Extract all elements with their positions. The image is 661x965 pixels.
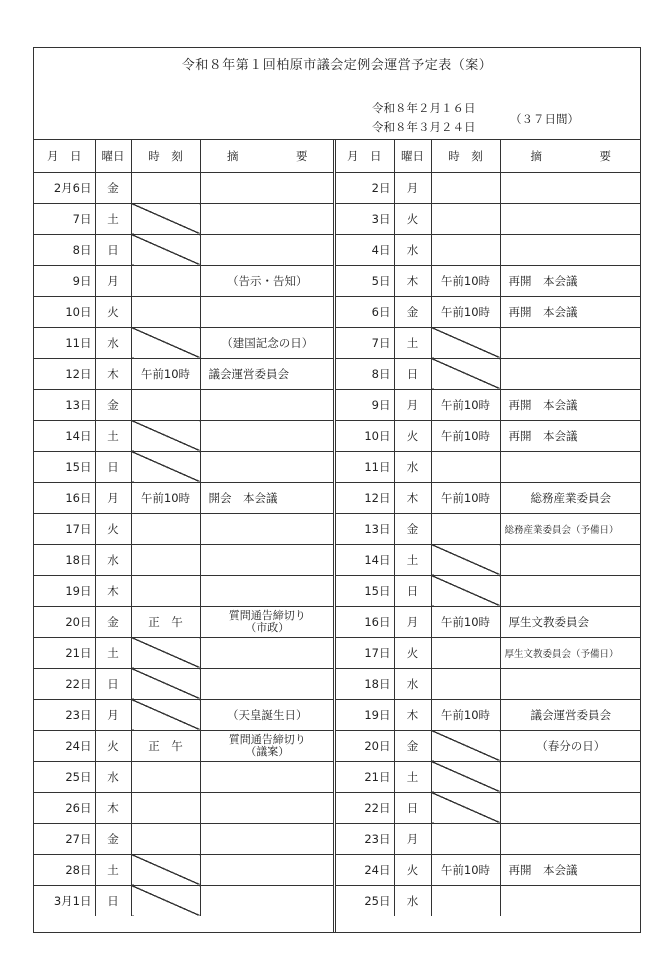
cell-date: 15日 [335,575,394,606]
cell-time [131,792,200,823]
cell-date: 16日 [34,482,95,513]
cell-dow: 金 [95,172,131,203]
cell-time [131,296,200,327]
table-row [335,451,641,482]
cell-date: 20日 [335,730,394,761]
cell-dow: 金 [394,513,431,544]
cell-note: 開会 本会議 [200,482,334,513]
cell-time [131,420,200,451]
cell-dow: 木 [95,575,131,606]
cell-dow: 日 [394,575,431,606]
cell-time [131,265,200,296]
table-row [34,730,334,761]
table-row [335,792,641,823]
schedule-table-left [34,140,334,916]
cell-note [200,730,334,761]
session-dates [372,99,476,137]
cell-time [131,761,200,792]
table-row [34,234,334,265]
header-date: 月 日 [335,140,394,172]
cell-dow: 月 [394,823,431,854]
cell-note [500,234,641,265]
cell-dow: 土 [95,637,131,668]
table-header-row [335,140,641,172]
cell-time [431,885,500,916]
cell-note: （建国記念の日） [200,327,334,358]
cell-time: 午前10時 [131,358,200,389]
table-header-row [34,140,334,172]
cell-date: 2日 [335,172,394,203]
cell-note [200,203,334,234]
table-row [34,885,334,916]
header-dow: 曜日 [95,140,131,172]
cell-time: 正 午 [131,606,200,637]
cell-dow: 火 [394,203,431,234]
cell-dow: 木 [394,699,431,730]
cell-dow: 金 [95,389,131,420]
cell-time [431,327,500,358]
table-row [34,544,334,575]
cell-time: 午前10時 [431,296,500,327]
cell-dow: 火 [394,420,431,451]
cell-time [131,823,200,854]
table-row [34,823,334,854]
cell-dow: 月 [394,172,431,203]
cell-dow: 金 [394,296,431,327]
cell-note [500,451,641,482]
cell-date: 11日 [34,327,95,358]
cell-date: 3日 [335,203,394,234]
cell-note [200,668,334,699]
cell-dow: 日 [394,792,431,823]
cell-time: 午前10時 [431,606,500,637]
cell-note [500,668,641,699]
cell-date: 2月6日 [34,172,95,203]
cell-dow: 日 [95,885,131,916]
table-row [335,482,641,513]
cell-dow: 日 [95,234,131,265]
table-row [34,451,334,482]
cell-dow: 土 [95,854,131,885]
cell-dow: 火 [394,854,431,885]
table-row [335,296,641,327]
cell-dow: 水 [394,885,431,916]
cell-note [500,761,641,792]
cell-note: 厚生文教委員会 [500,606,641,637]
cell-note [200,854,334,885]
cell-note-line: 質問通告締切り [228,732,306,746]
cell-dow: 月 [95,265,131,296]
cell-note [200,575,334,606]
cell-time [431,823,500,854]
cell-time [431,234,500,265]
cell-dow: 水 [95,761,131,792]
cell-dow: 水 [394,668,431,699]
cell-date: 7日 [34,203,95,234]
table-row [335,327,641,358]
cell-time [431,358,500,389]
cell-dow: 月 [394,389,431,420]
cell-time [431,575,500,606]
table-row [34,358,334,389]
header-time: 時 刻 [431,140,500,172]
cell-time: 午前10時 [431,389,500,420]
table-row [34,854,334,885]
cell-time: 午前10時 [431,699,500,730]
cell-date: 14日 [335,544,394,575]
table-row [335,699,641,730]
cell-date: 27日 [34,823,95,854]
cell-date: 4日 [335,234,394,265]
cell-note [500,544,641,575]
cell-time [131,513,200,544]
cell-time [131,203,200,234]
cell-date: 9日 [34,265,95,296]
cell-time [131,389,200,420]
cell-note: 再開 本会議 [500,265,641,296]
table-row [335,854,641,885]
header-date: 月 日 [34,140,95,172]
cell-time [431,203,500,234]
cell-dow: 火 [95,730,131,761]
cell-time [431,544,500,575]
cell-time: 午前10時 [431,854,500,885]
cell-note [500,792,641,823]
cell-note: 議会運営委員会 [500,699,641,730]
table-row [34,420,334,451]
cell-date: 14日 [34,420,95,451]
cell-dow: 水 [95,327,131,358]
cell-time: 正 午 [131,730,200,761]
cell-time [131,172,200,203]
cell-date: 6日 [335,296,394,327]
cell-date: 21日 [34,637,95,668]
cell-note: 再開 本会議 [500,420,641,451]
cell-dow: 木 [394,482,431,513]
cell-date: 18日 [34,544,95,575]
cell-dow: 月 [394,606,431,637]
cell-date: 26日 [34,792,95,823]
cell-date: 24日 [34,730,95,761]
table-row [34,482,334,513]
cell-date: 24日 [335,854,394,885]
cell-time [131,327,200,358]
cell-time [131,234,200,265]
table-row [335,172,641,203]
cell-date: 23日 [34,699,95,730]
cell-note [200,761,334,792]
table-row [34,575,334,606]
cell-date: 25日 [34,761,95,792]
cell-note [200,451,334,482]
header-note: 摘 要 [500,140,641,172]
header-note: 摘 要 [200,140,334,172]
cell-note: 再開 本会議 [500,854,641,885]
document-title: 令和８年第１回柏原市議会定例会運営予定表（案） [181,58,493,73]
cell-time [431,730,500,761]
table-row [335,234,641,265]
cell-date: 8日 [335,358,394,389]
cell-date: 21日 [335,761,394,792]
schedule-table-right [335,140,641,916]
cell-note [500,203,641,234]
cell-dow: 月 [95,482,131,513]
cell-date: 20日 [34,606,95,637]
cell-note [500,358,641,389]
cell-date: 16日 [335,606,394,637]
table-row [34,203,334,234]
cell-date: 22日 [335,792,394,823]
table-row [335,575,641,606]
cell-note [500,327,641,358]
table-row [34,761,334,792]
cell-date: 13日 [34,389,95,420]
cell-date: 17日 [34,513,95,544]
cell-time [431,792,500,823]
table-row [335,203,641,234]
table-row [34,296,334,327]
cell-date: 3月1日 [34,885,95,916]
table-row [34,792,334,823]
cell-note: （天皇誕生日） [200,699,334,730]
cell-note [200,172,334,203]
cell-date: 12日 [335,482,394,513]
table-row [34,389,334,420]
cell-dow: 火 [394,637,431,668]
cell-dow: 金 [95,606,131,637]
header-dow: 曜日 [394,140,431,172]
table-row [34,513,334,544]
table-row [34,606,334,637]
cell-note [200,513,334,544]
cell-dow: 木 [95,792,131,823]
table-row [335,265,641,296]
table-row [34,172,334,203]
cell-dow: 火 [95,513,131,544]
schedule-sheet [33,47,641,933]
table-row [335,823,641,854]
cell-note: 総務産業委員会 [500,482,641,513]
cell-dow: 金 [394,730,431,761]
cell-time [131,451,200,482]
cell-dow: 水 [394,234,431,265]
cell-note: （春分の日） [500,730,641,761]
cell-note-line: （議案） [245,744,290,758]
cell-date: 10日 [335,420,394,451]
table-row [335,730,641,761]
cell-time [431,172,500,203]
cell-dow: 土 [394,327,431,358]
cell-note [500,172,641,203]
cell-date: 12日 [34,358,95,389]
cell-note [200,885,334,916]
cell-time: 午前10時 [431,420,500,451]
cell-date: 25日 [335,885,394,916]
cell-time [131,885,200,916]
cell-dow: 月 [95,699,131,730]
cell-date: 9日 [335,389,394,420]
cell-time [131,544,200,575]
table-row [335,358,641,389]
cell-dow: 水 [95,544,131,575]
cell-note: （告示・告知） [200,265,334,296]
cell-dow: 日 [394,358,431,389]
cell-dow: 水 [394,451,431,482]
table-row [335,668,641,699]
header-time: 時 刻 [131,140,200,172]
cell-dow: 日 [95,451,131,482]
cell-dow: 火 [95,296,131,327]
cell-time [431,668,500,699]
cell-date: 19日 [34,575,95,606]
cell-note [200,637,334,668]
cell-date: 5日 [335,265,394,296]
table-row [34,327,334,358]
cell-date: 11日 [335,451,394,482]
cell-date: 28日 [34,854,95,885]
cell-note [200,234,334,265]
cell-date: 23日 [335,823,394,854]
cell-date: 17日 [335,637,394,668]
cell-note: 議会運営委員会 [200,358,334,389]
cell-time: 午前10時 [431,482,500,513]
cell-note-line: （市政） [245,620,290,634]
session-start-date: 令和８年２月１６日 [372,101,476,115]
cell-time [431,761,500,792]
cell-note: 再開 本会議 [500,296,641,327]
cell-note [500,885,641,916]
cell-date: 7日 [335,327,394,358]
cell-date: 18日 [335,668,394,699]
cell-time [131,637,200,668]
cell-note: 厚生文教委員会（予備日） [500,637,641,668]
cell-note [200,823,334,854]
cell-note [200,606,334,637]
table-row [335,389,641,420]
cell-time [431,451,500,482]
cell-time [431,637,500,668]
cell-time [131,668,200,699]
cell-date: 22日 [34,668,95,699]
cell-dow: 土 [95,203,131,234]
cell-note: 再開 本会議 [500,389,641,420]
table-row [335,513,641,544]
cell-time: 午前10時 [431,265,500,296]
cell-time [131,575,200,606]
cell-note [200,544,334,575]
cell-note-line: 質問通告締切り [228,608,306,622]
cell-time [131,854,200,885]
session-end-date: 令和８年３月２４日 [372,120,476,134]
table-row [34,265,334,296]
cell-time: 午前10時 [131,482,200,513]
cell-note [500,823,641,854]
cell-dow: 木 [394,265,431,296]
cell-note: 総務産業委員会（予備日） [500,513,641,544]
cell-date: 15日 [34,451,95,482]
table-row [335,420,641,451]
cell-date: 10日 [34,296,95,327]
cell-dow: 土 [394,761,431,792]
cell-date: 8日 [34,234,95,265]
session-length: （３７日間） [510,112,579,126]
cell-dow: 木 [95,358,131,389]
cell-time [431,513,500,544]
cell-note [200,389,334,420]
cell-note [200,296,334,327]
cell-note [200,420,334,451]
cell-note [200,792,334,823]
table-row [335,544,641,575]
cell-time [131,699,200,730]
table-row [335,606,641,637]
table-row [335,761,641,792]
cell-dow: 日 [95,668,131,699]
cell-dow: 金 [95,823,131,854]
table-row [34,668,334,699]
cell-dow: 土 [394,544,431,575]
table-row [34,699,334,730]
table-row [335,885,641,916]
table-row [34,637,334,668]
table-row [335,637,641,668]
cell-date: 13日 [335,513,394,544]
cell-note [500,575,641,606]
cell-date: 19日 [335,699,394,730]
cell-dow: 土 [95,420,131,451]
